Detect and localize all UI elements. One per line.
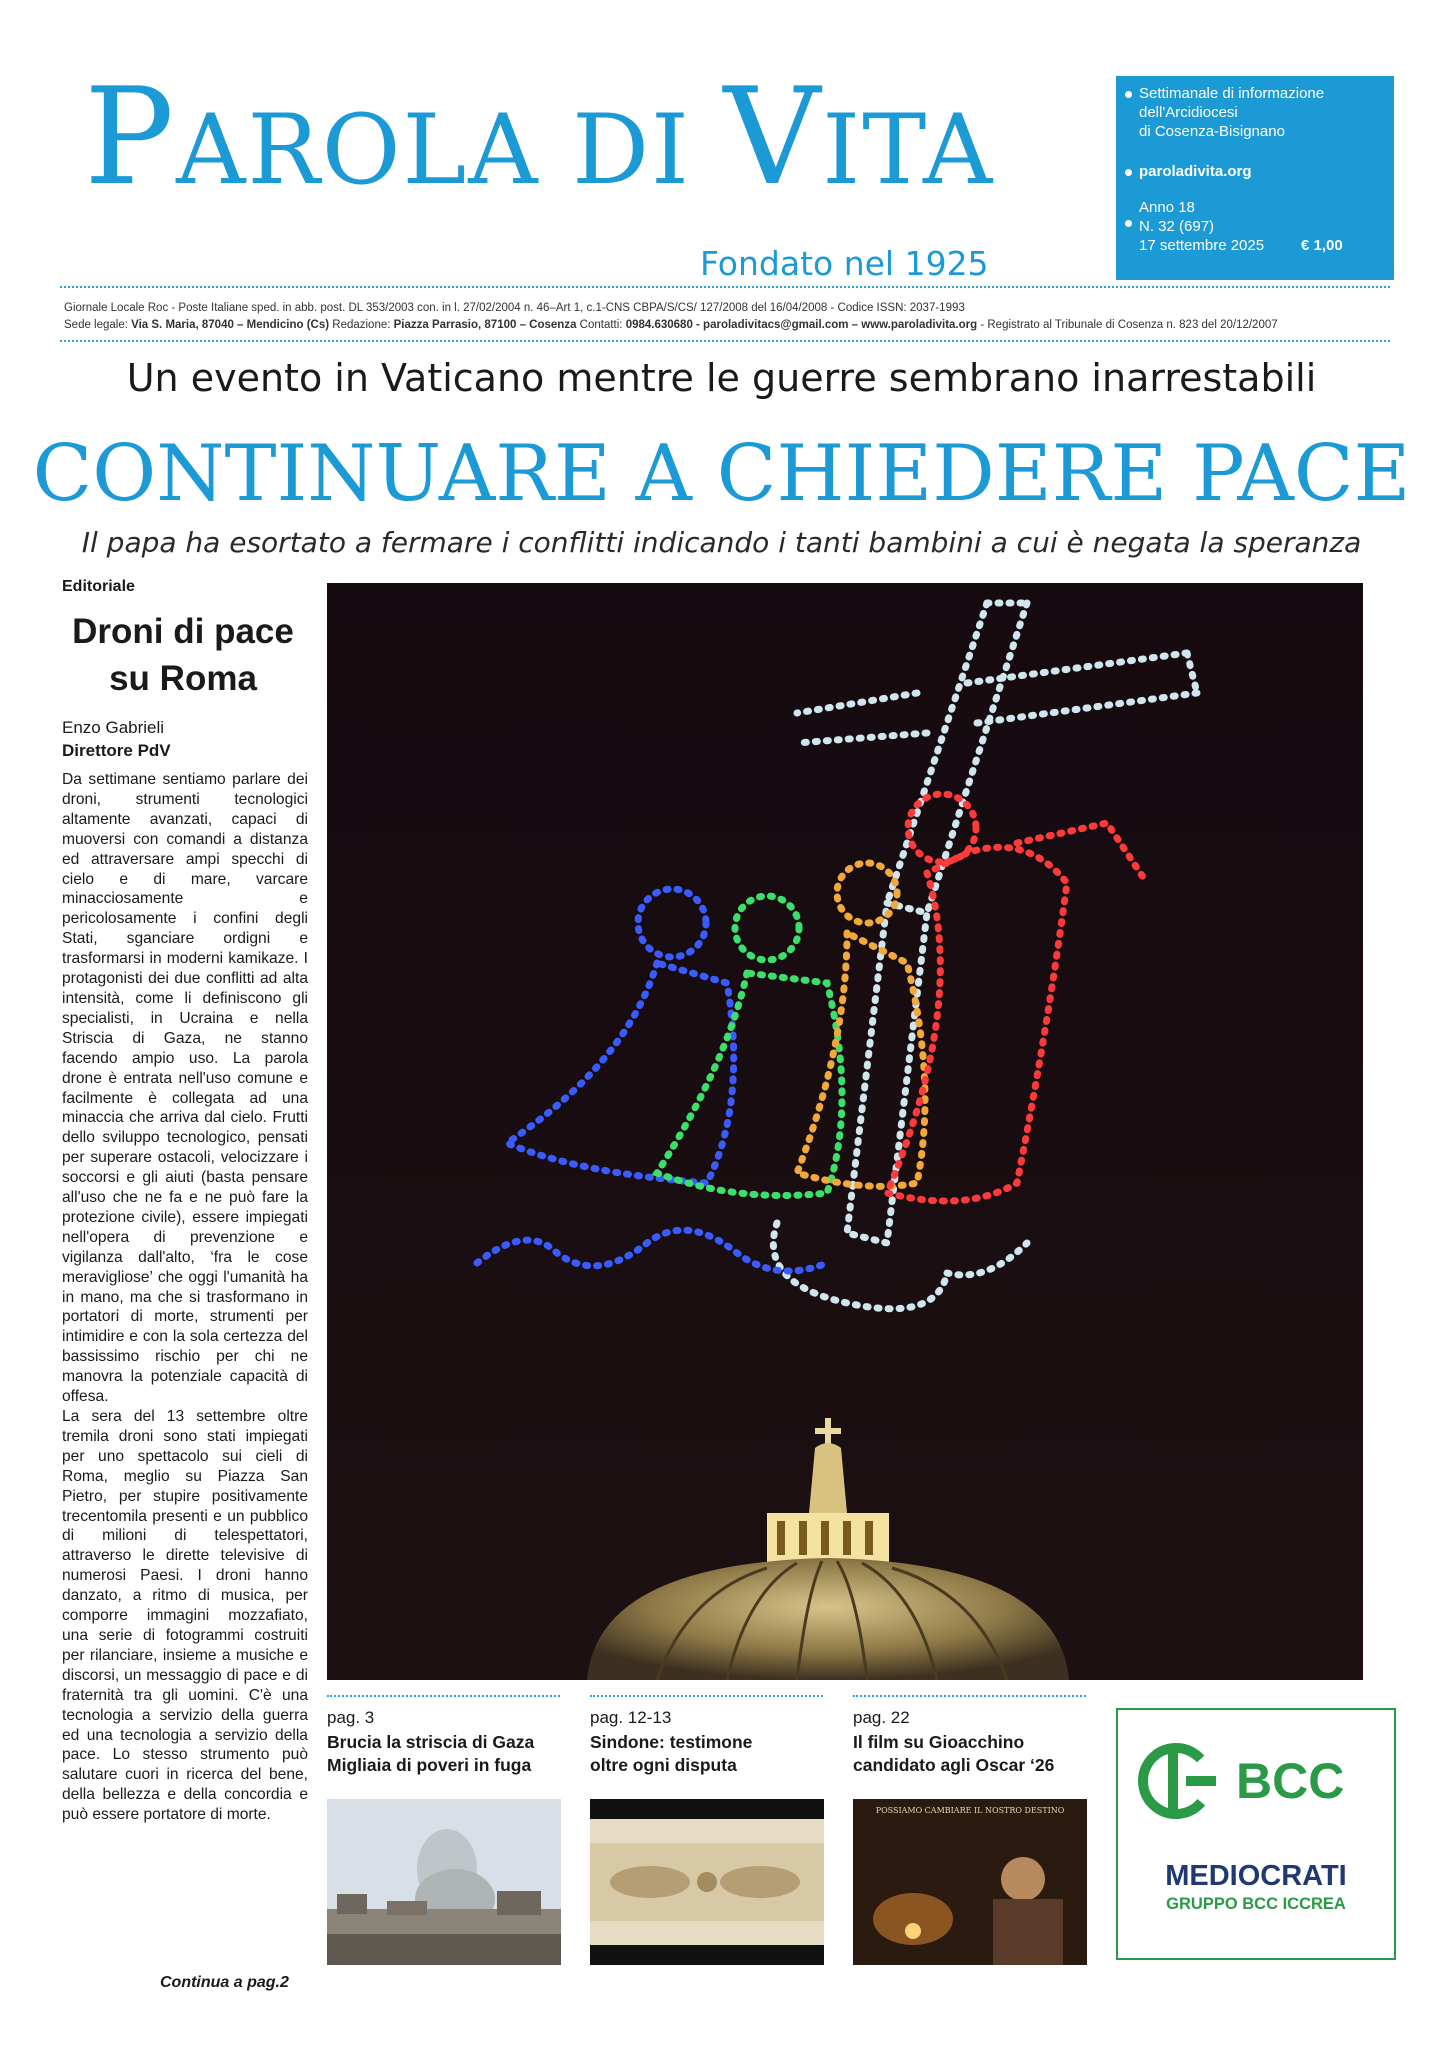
editorial-title: Droni di pace su Roma [72, 612, 294, 698]
masthead-title: PAROLA DI VITA [84, 59, 995, 215]
issue-info-box [1116, 76, 1394, 280]
issue-year: Anno 18 [1139, 199, 1195, 216]
divider [60, 286, 1390, 288]
bullet-icon [1125, 169, 1132, 176]
teaser-page: pag. 3 [327, 1708, 375, 1727]
legal-line-2: Sede legale: Via S. Maria, 87040 – Mendicino (Cs) Redazione: Piazza Parrasio, 87100 – Cosenza Contatti: 0984.630680 - paroladivitacs@gmail.com – www.paroladivita.org - Registrato al Tribunale di Cosenza n. 823 del 20/12/2007 [64, 319, 1278, 331]
teaser-film[interactable] [853, 1708, 1103, 1777]
editorial-paragraph: Da settimane sentiamo parlare dei droni, strumenti tecnologici altamente avanzati, capaci di muoversi con comandi a distanza ed attraversare ampi specchi di cielo e di mare, varcare minacciosamente e pericolosamente i confini degli Stati, sganciare ordigni e trasformarsi in moderni kamikaze. I protagonisti dei due conflitti ad alta intensità, come li definiscono gli specialisti, in Ucraina e nella Striscia di Gaza, ne stanno facendo ampio uso. La parola drone è entrata nell'uso comune e facilmente è collegata ad una minaccia che arriva dal cielo. Frutti dello sviluppo tecnologico, pensati per superare ostacoli, velocizzare i soccorsi e gli aiuti (basta pensare all'uso che ne fa e ne può fare la protezione civile), essere impiegati nell'opera di prevenzione e vigilanza dall'alto, ‘fra le cose meravigliose’ che oggi l'umanità ha in mano, ma che si trasformano in portatori di morte, strumenti per intimidire e con la sola certezza del bassissimo rischio per chi ne manovra la potenziale capacità di offesa. [62, 771, 308, 1406]
teaser-photo-sindone [590, 1799, 824, 1965]
website-link[interactable]: paroladivita.org [1139, 163, 1252, 180]
bullet-icon [1125, 91, 1132, 98]
issue-price: € 1,00 [1301, 237, 1343, 254]
issue-date: 17 settembre 2025 [1139, 237, 1265, 254]
teaser-title: Il film su Gioacchino candidato agli Oscar ‘26 [853, 1732, 1055, 1775]
legal-line-1: Giornale Locale Roc - Poste Italiane sped. in abb. post. DL 353/2003 con. in l. 27/02/2004 n. 46–Art 1, c.1-CNS CBPA/S/CS/ 127/2008 del 16/04/2008 - Codice ISSN: 2037-1993 [64, 302, 965, 314]
lead-photo-drone-show [327, 583, 1363, 1680]
founded-line: Fondato nel 1925 [700, 244, 989, 283]
editorial-body [62, 770, 308, 1825]
teaser-sindone[interactable] [590, 1708, 840, 1777]
ad-subline: GRUPPO BCC ICCREA [1166, 1895, 1346, 1913]
publication-description: Settimanale di informazione dell'Arcidiocesi di Cosenza-Bisignano [1139, 85, 1325, 140]
teaser-title: Brucia la striscia di Gaza Migliaia di poveri in fuga [327, 1732, 535, 1775]
bullet-icon [1125, 220, 1132, 227]
teaser-photo-film [853, 1799, 1087, 1965]
continue-link[interactable]: Continua a pag.2 [160, 1974, 289, 1991]
teaser-page: pag. 12-13 [590, 1708, 672, 1727]
teaser-gaza[interactable] [327, 1708, 577, 1777]
bcc-logo-icon [1138, 1738, 1224, 1824]
lead-headline: CONTINUARE A CHIEDERE PACE [32, 429, 1411, 519]
editorial-label: Editoriale [62, 578, 135, 595]
bcc-advertisement[interactable] [1116, 1708, 1396, 1960]
lead-subhead: Il papa ha esortato a fermare i conflitti indicando i tanti bambini a cui è negata la speranza [81, 526, 1362, 559]
divider [590, 1695, 823, 1697]
ad-headline: MEDIOCRATI [1165, 1860, 1347, 1892]
editorial-author: Enzo Gabrieli [62, 718, 165, 737]
ad-brand: BCC [1236, 1753, 1345, 1809]
divider [327, 1695, 560, 1697]
shroud-image [590, 1799, 824, 1965]
teaser-photo-gaza [327, 1799, 561, 1965]
divider [853, 1695, 1086, 1697]
editorial-paragraph: La sera del 13 settembre oltre tremila droni sono stati impiegati per uno spettacolo sui cieli di Roma, meglio su Piazza San Pietro, per stupire positivamente trecentomila presenti e un pubblico di milioni di telespettatori, attraverso le dirette televisive di numerosi Paesi. I droni hanno danzato, a ritmo di musica, per comporre immagini mozzafiato, una serie di fotogrammi costruiti per rilanciare, insieme a musiche e discorsi, un messaggio di pace e di fraternità tra gli uomini. C'è una tecnologia a servizio della guerra ed una tecnologia a servizio della pace. Lo stesso strumento può salutare cuori in ricerca del bene, della bellezza e della concordia e può essere portatore di morte. [62, 1408, 308, 1824]
gaza-smoke-image [327, 1799, 561, 1965]
poster-text: POSSIAMO CAMBIARE IL NOSTRO DESTINO [875, 1806, 1065, 1815]
drone-show-illustration [327, 583, 1363, 1680]
lead-kicker: Un evento in Vaticano mentre le guerre sembrano inarrestabili [126, 356, 1317, 400]
teaser-page: pag. 22 [853, 1708, 910, 1727]
film-poster-image [853, 1799, 1087, 1965]
editorial-author-role: Direttore PdV [62, 741, 171, 760]
divider [60, 340, 1390, 342]
issue-number: N. 32 (697) [1139, 218, 1215, 235]
teaser-title: Sindone: testimone oltre ogni disputa [590, 1732, 753, 1775]
